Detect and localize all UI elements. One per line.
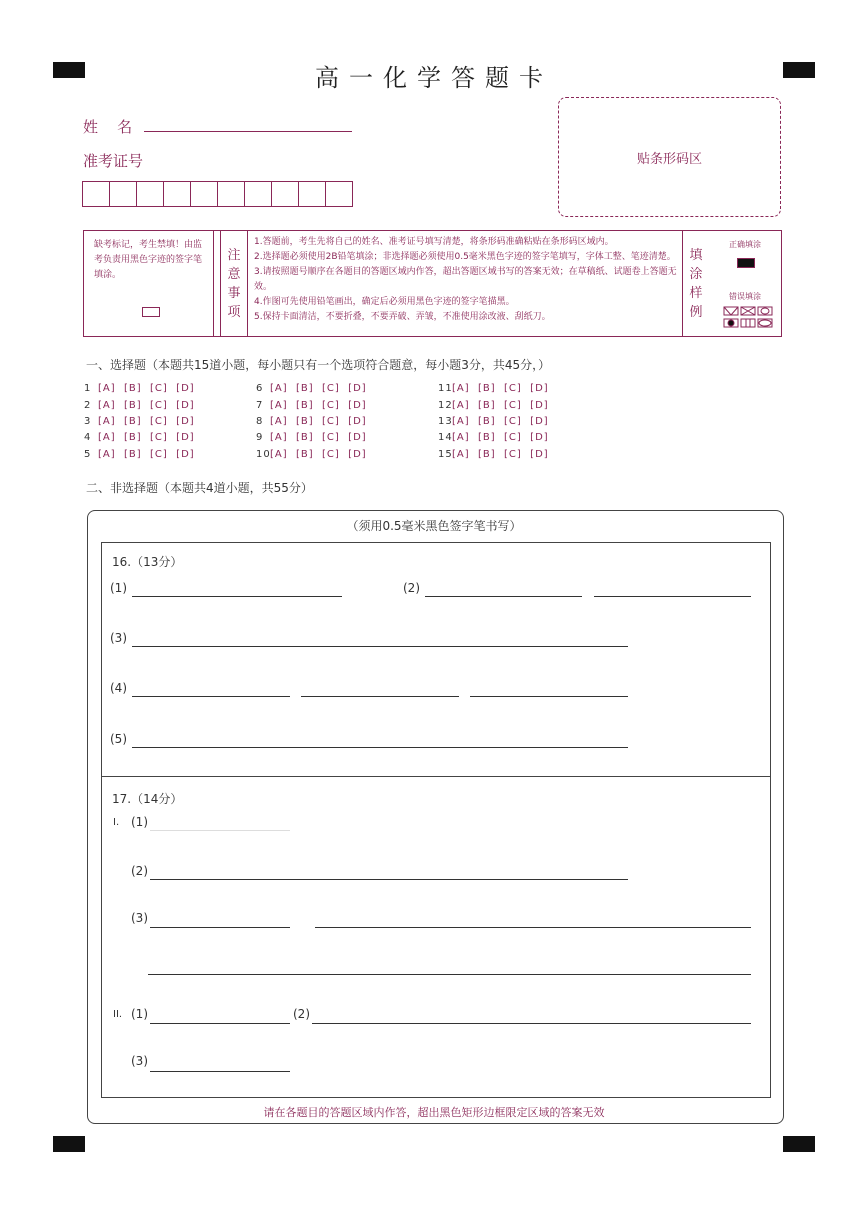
mc-answer-options[interactable]: [A] [B] [C] [D] xyxy=(98,400,195,411)
mc-answer-options[interactable]: [A] [B] [C] [D] xyxy=(270,383,367,394)
question-16-title: 16.（13分） xyxy=(112,555,183,569)
notice-item: 1.答题前，考生先将自己的姓名、准考证号填写清楚，将条形码准确粘贴在条形码区域内。 xyxy=(254,237,614,247)
barcode-area xyxy=(558,97,781,217)
notice-item: 4.作图可先使用铅笔画出，确定后必须用黑色字迹的签字笔描黑。 xyxy=(254,297,515,307)
question-17-box xyxy=(101,776,771,1098)
corner-marker-bottom-left xyxy=(53,1136,85,1152)
id-digit-box[interactable] xyxy=(325,181,353,207)
mc-question-number: 14 xyxy=(438,432,453,443)
id-digit-box[interactable] xyxy=(82,181,110,207)
mc-question-row[interactable] xyxy=(256,416,367,427)
mc-question-row[interactable] xyxy=(438,449,549,460)
id-digit-box[interactable] xyxy=(190,181,218,207)
absent-mark-panel xyxy=(84,231,214,336)
notice-heading-char: 事 xyxy=(227,285,241,301)
page-title: 高一化学答题卡 xyxy=(315,64,553,92)
mc-question-number: 9 xyxy=(256,432,264,443)
mc-answer-options[interactable]: [A] [B] [C] [D] xyxy=(270,449,367,460)
q16-part-4-answer-line[interactable] xyxy=(470,696,628,697)
q17-part-I-label: I. xyxy=(113,817,120,828)
q17-II-part-2-label: (2) xyxy=(293,1007,310,1021)
section2-heading: 二、非选择题（本题共4道小题，共55分） xyxy=(86,481,313,495)
mc-answer-options[interactable]: [A] [B] [C] [D] xyxy=(452,416,549,427)
notice-item: 5.保持卡面清洁，不要折叠，不要弄破、弄皱，不准使用涂改液、刮纸刀。 xyxy=(254,312,551,322)
mc-question-row[interactable] xyxy=(438,400,549,411)
mc-answer-options[interactable]: [A] [B] [C] [D] xyxy=(98,432,195,443)
mc-answer-options[interactable]: [A] [B] [C] [D] xyxy=(452,400,549,411)
q16-part-5-label: (5) xyxy=(110,732,127,746)
question-16-box xyxy=(101,542,771,777)
mc-question-number: 13 xyxy=(438,416,453,427)
id-digit-box[interactable] xyxy=(109,181,137,207)
mc-question-number: 4 xyxy=(84,432,92,443)
q17-I-part-3-label: (3) xyxy=(131,911,148,925)
q16-part-2-label: (2) xyxy=(403,581,420,595)
wrong-sample-check-icon xyxy=(724,307,738,315)
mc-answer-options[interactable]: [A] [B] [C] [D] xyxy=(98,383,195,394)
sample-heading xyxy=(682,231,709,336)
mc-question-row[interactable] xyxy=(256,383,367,394)
correct-fill-label: 正确填涂 xyxy=(729,240,761,249)
wrong-fill-label: 错误填涂 xyxy=(729,292,761,301)
id-digit-box[interactable] xyxy=(163,181,191,207)
mc-question-number: 2 xyxy=(84,400,92,411)
mc-answer-options[interactable]: [A] [B] [C] [D] xyxy=(98,416,195,427)
notice-heading xyxy=(220,231,248,336)
mc-question-row[interactable] xyxy=(256,400,367,411)
q17-II-part-3-answer-line[interactable] xyxy=(150,1071,290,1072)
answer-frame-caption: （须用0.5毫米黑色签字笔书写） xyxy=(346,519,522,533)
mc-answer-options[interactable]: [A] [B] [C] [D] xyxy=(452,449,549,460)
section1-heading: 一、选择题（本题共15道小题，每小题只有一个选项符合题意，每小题3分，共45分，） xyxy=(86,358,551,372)
notice-item: 2.选择题必须使用2B铅笔填涂；非选择题必须使用0.5毫米黑色字迹的签字笔填写，字体工整、笔迹清楚。 xyxy=(254,252,676,262)
q17-I-part-3-answer-line[interactable] xyxy=(148,974,751,975)
sample-heading-char: 样 xyxy=(689,285,703,301)
mc-question-number: 15 xyxy=(438,449,453,460)
id-digit-box[interactable] xyxy=(136,181,164,207)
fill-sample-panel xyxy=(710,231,780,336)
mc-question-number: 12 xyxy=(438,400,453,411)
correct-fill-sample xyxy=(737,258,755,268)
q17-II-part-1-label: (1) xyxy=(131,1007,148,1021)
q17-I-part-1-label: (1) xyxy=(131,815,148,829)
q16-part-2-answer-line[interactable] xyxy=(425,596,582,597)
mc-question-number: 6 xyxy=(256,383,264,394)
id-digit-box[interactable] xyxy=(244,181,272,207)
mc-answer-options[interactable]: [A] [B] [C] [D] xyxy=(270,432,367,443)
answer-area-footer: 请在各题目的答题区域内作答，超出黑色矩形边框限定区域的答案无效 xyxy=(263,1106,605,1119)
mc-question-row[interactable] xyxy=(84,416,195,427)
name-field[interactable] xyxy=(144,131,352,132)
q16-part-4-label: (4) xyxy=(110,681,127,695)
mc-answer-options[interactable]: [A] [B] [C] [D] xyxy=(452,432,549,443)
q17-part-II-label: II. xyxy=(113,1009,123,1020)
q17-II-part-1-answer-line[interactable] xyxy=(150,1023,290,1024)
mc-question-row[interactable] xyxy=(84,449,195,460)
sample-heading-char: 例 xyxy=(689,304,703,320)
barcode-label: 贴条形码区 xyxy=(636,151,702,167)
q16-part-1-label: (1) xyxy=(110,581,127,595)
mc-question-row[interactable] xyxy=(438,432,549,443)
q16-part-4-answer-line[interactable] xyxy=(132,696,290,697)
mc-question-number: 10 xyxy=(256,449,271,460)
sample-heading-char: 涂 xyxy=(689,266,703,282)
mc-question-row[interactable] xyxy=(438,383,549,394)
mc-question-row[interactable] xyxy=(256,432,367,443)
q17-II-part-3-label: (3) xyxy=(131,1054,148,1068)
mc-answer-options[interactable]: [A] [B] [C] [D] xyxy=(270,400,367,411)
mc-answer-options[interactable]: [A] [B] [C] [D] xyxy=(452,383,549,394)
notice-heading-char: 注 xyxy=(227,247,241,263)
mc-question-row[interactable] xyxy=(84,400,195,411)
mc-answer-options[interactable]: [A] [B] [C] [D] xyxy=(98,449,195,460)
mc-question-row[interactable] xyxy=(256,449,367,460)
mc-question-number: 3 xyxy=(84,416,92,427)
mc-question-row[interactable] xyxy=(84,383,195,394)
q17-I-part-3-answer-line[interactable] xyxy=(315,927,751,928)
notice-items xyxy=(254,235,682,325)
mc-answer-options[interactable]: [A] [B] [C] [D] xyxy=(270,416,367,427)
notice-heading-char: 意 xyxy=(227,266,241,282)
name-label: 姓 名 xyxy=(83,118,133,136)
mc-question-number: 7 xyxy=(256,400,264,411)
absent-mark-checkbox[interactable] xyxy=(142,307,160,317)
corner-marker-bottom-right xyxy=(783,1136,815,1152)
mc-question-number: 11 xyxy=(438,383,453,394)
q16-part-2-answer-line[interactable] xyxy=(594,596,751,597)
q17-I-part-1-answer-line[interactable] xyxy=(150,830,290,831)
mc-question-number: 5 xyxy=(84,449,92,460)
q17-I-part-3-answer-line[interactable] xyxy=(150,927,290,928)
wrong-fill-samples xyxy=(715,305,775,331)
notice-box xyxy=(83,230,782,337)
q17-I-part-2-answer-line[interactable] xyxy=(150,879,628,880)
id-digit-box[interactable] xyxy=(271,181,299,207)
question-17-title: 17.（14分） xyxy=(112,792,183,806)
q16-part-3-label: (3) xyxy=(110,631,127,645)
id-number-boxes[interactable] xyxy=(83,181,353,207)
id-digit-box[interactable] xyxy=(217,181,245,207)
mc-question-row[interactable] xyxy=(438,416,549,427)
q17-II-part-2-answer-line[interactable] xyxy=(312,1023,751,1024)
mc-question-number: 1 xyxy=(84,383,92,394)
id-digit-box[interactable] xyxy=(298,181,326,207)
absent-mark-text: 缺考标记，考生禁填！由监考负责用黑色字迹的签字笔填涂。 xyxy=(94,240,203,280)
q16-part-1-answer-line[interactable] xyxy=(132,596,342,597)
mc-question-row[interactable] xyxy=(84,432,195,443)
notice-heading-char: 项 xyxy=(227,304,241,320)
mc-question-number: 8 xyxy=(256,416,264,427)
id-label: 准考证号 xyxy=(83,152,144,170)
q16-part-3-answer-line[interactable] xyxy=(132,646,628,647)
q16-part-5-answer-line[interactable] xyxy=(132,747,628,748)
notice-item: 3.请按照题号顺序在各题目的答题区域内作答，超出答题区域书写的答案无效；在草稿纸、试题卷上答题无效。 xyxy=(254,267,677,292)
q17-I-part-2-label: (2) xyxy=(131,864,148,878)
sample-heading-char: 填 xyxy=(689,247,703,263)
q16-part-4-answer-line[interactable] xyxy=(301,696,459,697)
